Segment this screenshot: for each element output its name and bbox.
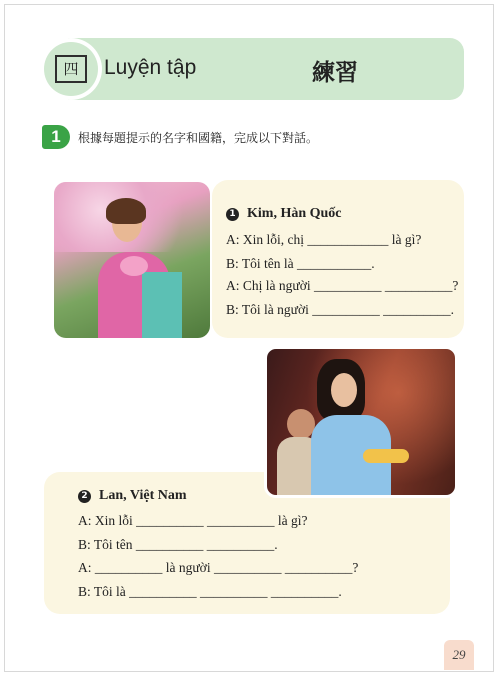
dialogue-1-heading-text: Kim, Hàn Quốc (247, 206, 342, 221)
dialogue-1-line-4: B: Tôi là người __________ __________. (226, 302, 454, 317)
dialogue-1-line-2: B: Tôi tên là ___________. (226, 256, 375, 271)
dialogue-2-heading-text: Lan, Việt Nam (99, 488, 187, 503)
dialogue-1-line-1: A: Xin lỗi, chị ____________ là gì? (226, 232, 422, 247)
photo-woman-in-ao-dai (264, 346, 458, 498)
exercise-instruction: 根據每題提示的名字和國籍，完成以下對話。 (78, 131, 319, 145)
dialogue-2-heading (78, 488, 187, 504)
section-number-circle (40, 38, 102, 100)
dialogue-1-heading (226, 206, 342, 222)
dialogue-1-line-3: A: Chị là người __________ __________? (226, 278, 459, 293)
section-number-circle-inner (44, 42, 98, 96)
section-number: 四 (55, 55, 87, 83)
dialogue-2-line-2: B: Tôi tên __________ __________. (78, 537, 278, 552)
photo-woman-in-hanbok (54, 182, 210, 338)
section-title: Luyện tập (104, 56, 197, 79)
exercise-number-badge: 1 (42, 125, 70, 149)
dialogue-2-number: 2 (78, 490, 91, 503)
dialogue-2-line-3: A: __________ là người __________ __________? (78, 560, 359, 575)
dialogue-2-line-4: B: Tôi là __________ __________ __________. (78, 584, 342, 599)
section-title-chinese: 練習 (312, 60, 358, 86)
dialogue-1-number: 1 (226, 208, 239, 221)
dialogue-2-line-1: A: Xin lỗi __________ __________ là gì? (78, 513, 308, 528)
page-number: 29 (444, 640, 474, 670)
